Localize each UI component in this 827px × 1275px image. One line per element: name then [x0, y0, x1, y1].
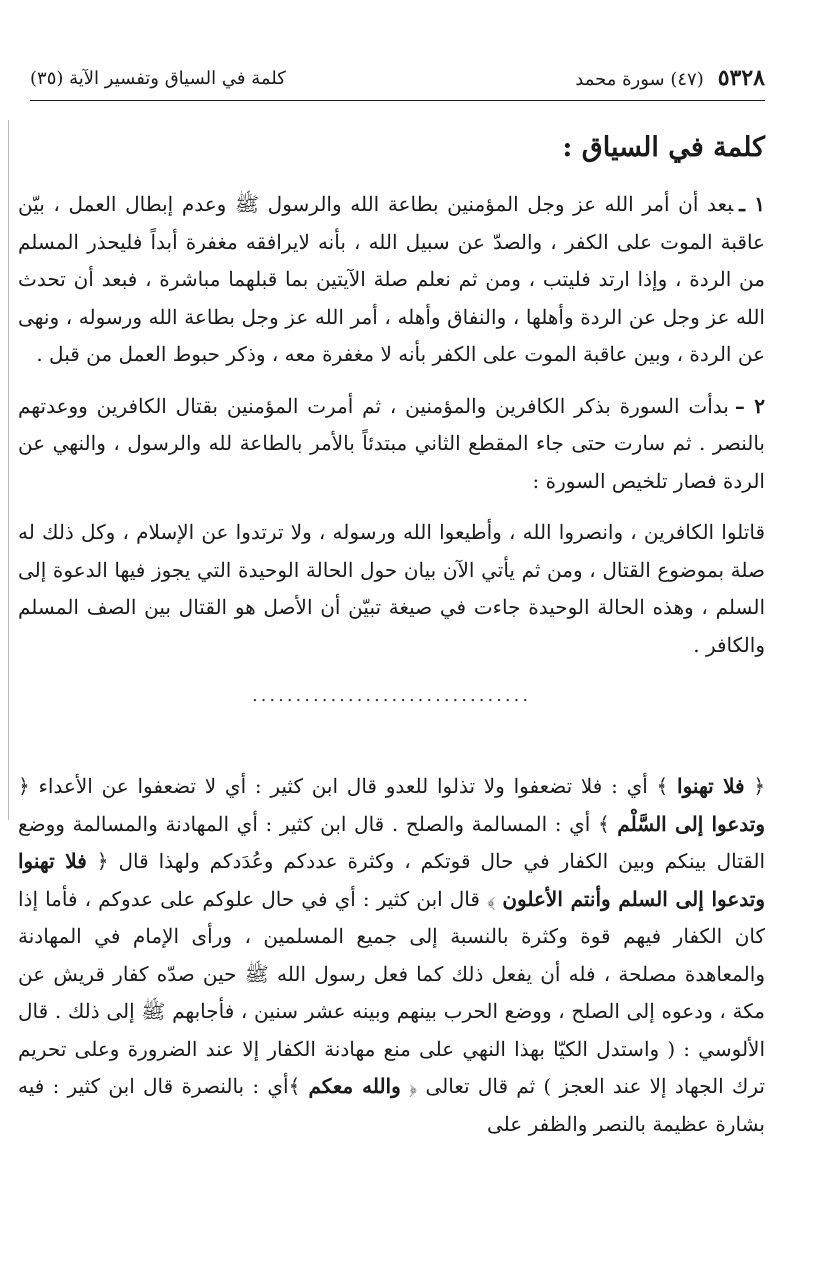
ornate-bracket-close: ﴾	[597, 811, 610, 836]
commentary-text: أي : بالنصرة قال ابن كثير : فيه بشارة عظيمة بالنصر والظفر على	[18, 1074, 765, 1136]
ornate-bracket-open: ﴿	[753, 774, 766, 798]
quran-quote: فلا تهنوا وتدعوا إلى السلم وأنتم الأعلون	[18, 849, 766, 911]
quran-quote: فلا تهنوا	[677, 774, 745, 798]
ornate-bracket-close: ﴾	[288, 1074, 301, 1098]
ornate-bracket-open: ﴿	[18, 774, 30, 798]
commentary-text: أي : فلا تضعفوا ولا تذلوا للعدو قال ابن كثير : أي لا تضعفوا عن الأعداء	[38, 774, 648, 798]
running-header	[30, 58, 765, 98]
margin-rule	[8, 120, 9, 820]
paragraph-2	[18, 388, 765, 501]
paragraph-text: قاتلوا الكافرين ، وانصروا الله ، وأطيعوا الله ورسوله ، ولا ترتدوا عن الإسلام ، وكل ذلك له صلة بموضوع القتال ، ومن ثم يأتي الآن بيان حول الحالة الوحيدة التي يجوز فيها الدعوة إلى السلم ، وهذه الحالة الوحيدة جاءت في صيغة تبيّن أن الأصل هو القتال بين الصف المسلم والكافر .	[18, 520, 765, 657]
page-body	[18, 128, 765, 1157]
paragraph-3	[18, 514, 765, 664]
page-number: ٥٣٢٨	[717, 65, 765, 91]
ornate-bracket-open: ﴿	[96, 849, 109, 873]
header-right	[575, 65, 765, 91]
header-rule	[30, 100, 765, 101]
ornate-bracket-close: ﴾	[656, 774, 669, 798]
tafsir-paragraph	[18, 768, 765, 1143]
quran-quote: وتدعوا إلى السَّلْم	[617, 811, 766, 836]
surah-label: (٤٧) سورة محمد	[575, 69, 704, 90]
paragraph-number: ١ ـ	[739, 192, 765, 216]
running-title: كلمة في السياق وتفسير الآية (٣٥)	[30, 67, 286, 89]
quran-quote: والله معكم	[308, 1074, 401, 1098]
paragraph-text: بعد أن أمر الله عز وجل المؤمنين بطاعة الله والرسول ﷺ وعدم إبطال العمل ، بيّن عاقبة الموت على الكفر ، والصدّ عن سبيل الله ، بأنه لايرافقه مغفرة أبداً فليحذر المسلم من الردة ، وإذا ارتد فليتب ، ومن ثم نعلم صلة الآيتين بما قبلهما مباشرة ، فبعد أن تحدث الله عز وجل عن الردة وأهلها ، والنفاق وأهله ، أمر الله عز وجل بطاعة الله ورسوله ، ونهى عن الردة ، وبين عاقبة الموت على الكفر بأنه لا مغفرة معه ، وذكر حبوط العمل من قبل .	[18, 192, 765, 366]
ornate-bracket-open: ﴿	[409, 1074, 418, 1098]
commentary-text: أي : المسالمة والصلح . قال ابن كثير : أي المهادنة والمسالمة ووضع القتال بينكم وبين الكفار في حال قوتكم ، وكثرة عددكم وعُدَدكم ولهذا قال	[18, 811, 766, 873]
paragraph-text: بدأت السورة بذكر الكافرين والمؤمنين ، ثم أمرت المؤمنين بقتال الكافرين ووعدتهم بالنصر . ثم سارت حتى جاء المقطع الثاني مبتدئاً بالأمر بالطاعة لله والرسول ، والنهي عن الردة فصار تلخيص السورة :	[18, 393, 765, 493]
dotted-divider: ................................	[251, 685, 532, 706]
ornate-bracket-close: ﴾	[487, 886, 496, 911]
section-title: كلمة في السياق :	[562, 132, 765, 163]
paragraph-number: ٢ –	[734, 393, 766, 418]
commentary-text: قال ابن كثير : أي في حال علوكم على عدوكم ، فأما إذا كان الكفار فيهم قوة وكثرة بالنسبة إلى جميع المسلمين ، ورأى الإمام في المهادنة والمعاهدة مصلحة ، فله أن يفعل ذلك كما فعل رسول الله ﷺ حين صدّه كفار قريش عن مكة ، ودعوه إلى الصلح ، ووضع الحرب بينهم وبينه عشر سنين ، فأجابهم ﷺ إلى ذلك . قال الألوسي : ( واستدل الكيّا بهذا النهي على منع مهادنة الكفار إلا عند الضرورة وعلى تحريم ترك الجهاد إلا عند العجز ) ثم قال تعالى	[18, 886, 765, 1098]
paragraph-1	[18, 186, 765, 374]
